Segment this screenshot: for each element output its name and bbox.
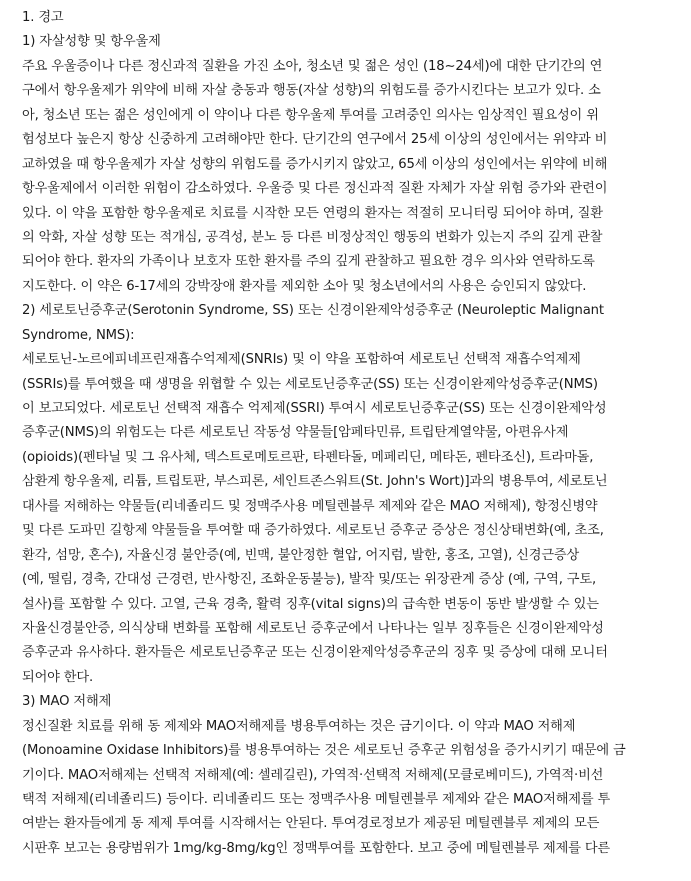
paragraph-line: 의 악화, 자살 성향 또는 적개심, 공격성, 분노 등 다른 비정상적인 행동의 변화가 있는지 주의 깊게 관찰 xyxy=(22,229,603,245)
paragraph-line: 증후군과 유사하다. 환자들은 세로토닌증후군 또는 신경이완제악성증후군의 징후 및 증상에 대해 모니터 xyxy=(22,645,608,661)
paragraph-line: (Monoamine Oxidase Inhibitors)를 병용투여하는 것은 세로토닌 증후군 위험성을 증가시키기 때문에 금 xyxy=(22,743,626,759)
paragraph-line: 되어야 한다. 환자의 가족이나 보호자 또한 환자를 주의 깊게 관찰하고 필요한 경우 의사와 연락하도록 xyxy=(22,254,595,270)
paragraph-line: 시판후 보고는 용량범위가 1mg/kg-8mg/kg인 정맥투여를 포함한다. 보고 중에 메틸렌블루 제제를 다른 xyxy=(22,840,611,856)
paragraph-line: 증후군(NMS)의 위험도는 다른 세로토닌 작동성 약물들[암페타민류, 트립탄계열약물, 아편유사제 xyxy=(22,425,569,441)
section-heading: 1. 경고 xyxy=(22,10,64,25)
paragraph-line: 환각, 섬망, 혼수), 자율신경 불안증(예, 빈맥, 불안정한 혈압, 어지럼, 발한, 홍조, 고열), 신경근증상 xyxy=(22,547,580,563)
paragraph-line: 기이다. MAO저해제는 선택적 저해제(예: 셀레길린), 가역적·선택적 저해제(모클로베미드), 가역적·비선 xyxy=(22,767,604,783)
paragraph-line: 험성보다 높은지 항상 신중하게 고려해야만 한다. 단기간의 연구에서 25세 이상의 성인에서는 위약과 비 xyxy=(22,132,608,148)
paragraph-line: 이 보고되었다. 세로토닌 선택적 재흡수 억제제(SSRI) 투여시 세로토닌증후군(SS) 또는 신경이완제악성 xyxy=(22,401,607,416)
paragraph-line: 주요 우울증이나 다른 정신과적 질환을 가진 소아, 청소년 및 젊은 성인 (18∼24세)에 대한 단기간의 연 xyxy=(22,58,603,74)
paragraph-line: 있다. 이 약을 포함한 항우울제로 치료를 시작한 모든 연령의 환자는 적절히 모니터링 되어야 하며, 질환 xyxy=(22,205,603,221)
paragraph-line: (예, 떨림, 경축, 간대성 근경련, 반사항진, 조화운동불능), 발작 및/또는 위장관계 증상 (예, 구역, 구토, xyxy=(22,572,596,588)
paragraph-line: 대사를 저해하는 약물들(리네졸리드 및 정맥주사용 메틸렌블루 제제와 같은 MAO 저해제), 항정신병약 xyxy=(22,498,598,514)
paragraph-line: 삼환계 항우울제, 리튬, 트립토판, 부스피론, 세인트존스워트(St. John's Wort)]과의 병용투여, 세로토닌 xyxy=(22,474,608,490)
paragraph-line: 항우울제에서 이러한 위험이 감소하였다. 우울증 및 다른 정신과적 질환 자체가 자살 위험 증가와 관련이 xyxy=(22,181,608,197)
paragraph-line: 아, 청소년 또는 젊은 성인에게 이 약이나 다른 항우울제 투여를 고려중인 의사는 임상적인 필요성이 위 xyxy=(22,107,599,123)
paragraph-line: 자율신경불안증, 의식상태 변화를 포함해 세로토닌 증후군에서 나타나는 일부 징후들은 신경이완제악성 xyxy=(22,620,604,636)
paragraph-line: 세로토닌-노르에피네프린재흡수억제제(SNRIs) 및 이 약을 포함하여 세로토닌 선택적 재흡수억제제 xyxy=(22,352,581,368)
paragraph-line: 설사)를 포함할 수 있다. 고열, 근육 경축, 활력 징후(vital signs)의 급속한 변동이 동반 발생할 수 있는 xyxy=(22,596,599,612)
paragraph-line: (opioids)(펜타닐 및 그 유사체, 덱스트로메토르판, 타펜타돌, 메페리딘, 메타돈, 펜타조신), 트라마돌, xyxy=(22,449,594,465)
paragraph-line: 구에서 항우울제가 위약에 비해 자살 충동과 행동(자살 성향)의 위험도를 증가시킨다는 보고가 있다. 소 xyxy=(22,83,601,99)
paragraph-line: (SSRIs)를 투여했을 때 생명을 위협할 수 있는 세로토닌증후군(SS) 또는 신경이완제악성증후군(NMS) xyxy=(22,376,598,392)
paragraph-line: 교하였을 때 항우울제가 자살 성향의 위험도를 증가시키지 않았고, 65세 이상의 성인에서는 위약에 비해 xyxy=(22,156,608,172)
paragraph-line: 지도한다. 이 약은 6-17세의 강박장애 환자를 제외한 소아 및 청소년에서의 사용은 승인되지 않았다. xyxy=(22,278,587,294)
subsection-heading: Syndrome, NMS): xyxy=(22,327,135,343)
paragraph-line: 및 다른 도파민 길항제 약물들을 투여할 때 증가하였다. 세로토닌 증후군 증상은 정신상태변화(예, 초조, xyxy=(22,523,604,539)
paragraph-line: 여받는 환자들에게 동 제제 투여를 시작해서는 안된다. 투여경로정보가 제공된 메틸렌블루 제제의 모든 xyxy=(22,816,600,832)
paragraph-line: 되어야 한다. xyxy=(22,669,94,685)
paragraph-line: 정신질환 치료를 위해 동 제제와 MAO저해제를 병용투여하는 것은 금기이다. 이 약과 MAO 저해제 xyxy=(22,718,576,734)
paragraph-line: 택적 저해제(리네졸리드) 등이다. 리네졸리드 또는 정맥주사용 메틸렌블루 제제와 같은 MAO저해제를 투 xyxy=(22,792,611,807)
subsection-heading: 1) 자살성향 및 항우울제 xyxy=(22,34,161,50)
subsection-heading: 3) MAO 저해제 xyxy=(22,694,112,710)
subsection-heading: 2) 세로토닌증후군(Serotonin Syndrome, SS) 또는 신경이완제악성증후군 (Neuroleptic Malignant xyxy=(22,303,604,319)
